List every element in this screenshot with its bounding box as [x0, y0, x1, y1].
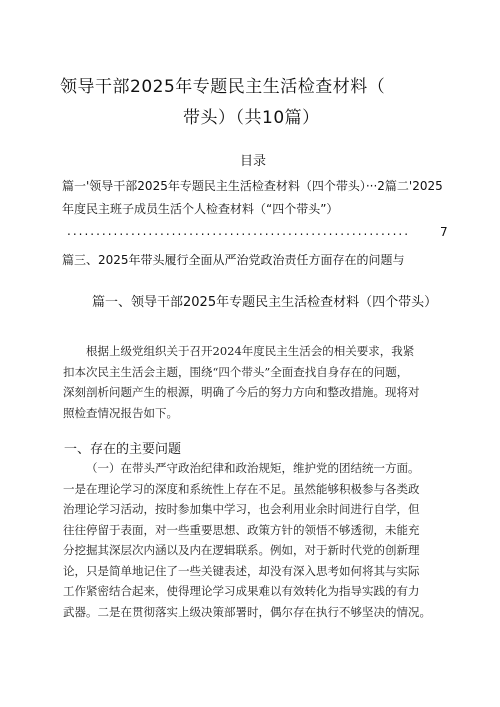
document-title-line1: 领导干部2025年专题民主生活检查材料（	[60, 77, 386, 97]
toc-leader-dots: ...........................................................	[67, 224, 411, 238]
toc-entry-3[interactable]: 篇三、2025年带头履行全面从严治党政治责任方面存在的问题与	[62, 253, 405, 267]
section-heading-1: 一、存在的主要问题	[64, 442, 182, 457]
toc-page-number: 7	[440, 225, 448, 239]
document-title-line2: 带头）（共10篇）	[183, 108, 320, 128]
body-line: 往往停留于表面，对一些重要思想、政策方针的领悟不够透彻，未能充	[63, 522, 420, 537]
body-line: 一是在理论学习的深度和系统性上存在不足。虽然能够积极参与各类政	[63, 481, 420, 496]
body-line: 论，只是简单地记住了一些关键表述，却没有深入思考如何将其与实际	[63, 563, 420, 578]
intro-line: 扣本次民主生活会主题，围绕“四个带头”全面查找自身存在的问题，	[63, 364, 409, 379]
body-line: （一）在带头严守政治纪律和政治规矩，维护党的团结统一方面。	[86, 461, 420, 475]
intro-paragraph	[63, 341, 463, 423]
toc-heading: 目录	[240, 154, 267, 169]
section-title: 篇一、领导干部2025年专题民主生活检查材料（四个带头）	[92, 295, 438, 310]
toc-entry-1[interactable]: 篇一'领导干部2025年专题民主生活检查材料（四个带头）···2篇二'2025	[62, 179, 443, 193]
body-line: 分挖掘其深层次内涵以及内在逻辑联系。例如，对于新时代党的创新理	[63, 543, 420, 557]
toc-entry-2[interactable]: 年度民主班子成员生活个人检查材料（“四个带头”）	[62, 202, 339, 216]
body-line: 工作紧密结合起来，使得理论学习成果难以有效转化为指导实践的有力	[63, 584, 420, 598]
body-line: 治理论学习活动，按时参加集中学习，也会利用业余时间进行自学，但	[63, 502, 420, 516]
body-line: 武器。二是在贯彻落实上级决策部署时，偶尔存在执行不够坚决的情况。	[63, 604, 431, 619]
intro-line: 照检查情况报告如下。	[63, 405, 178, 420]
intro-line: 根据上级党组织关于召开2024年度民主生活会的相关要求，我紧	[86, 344, 415, 358]
intro-line: 深刻剖析问题产生的根源，明确了今后的努力方向和整改措施。现将对	[63, 385, 420, 399]
body-paragraph	[63, 458, 463, 622]
